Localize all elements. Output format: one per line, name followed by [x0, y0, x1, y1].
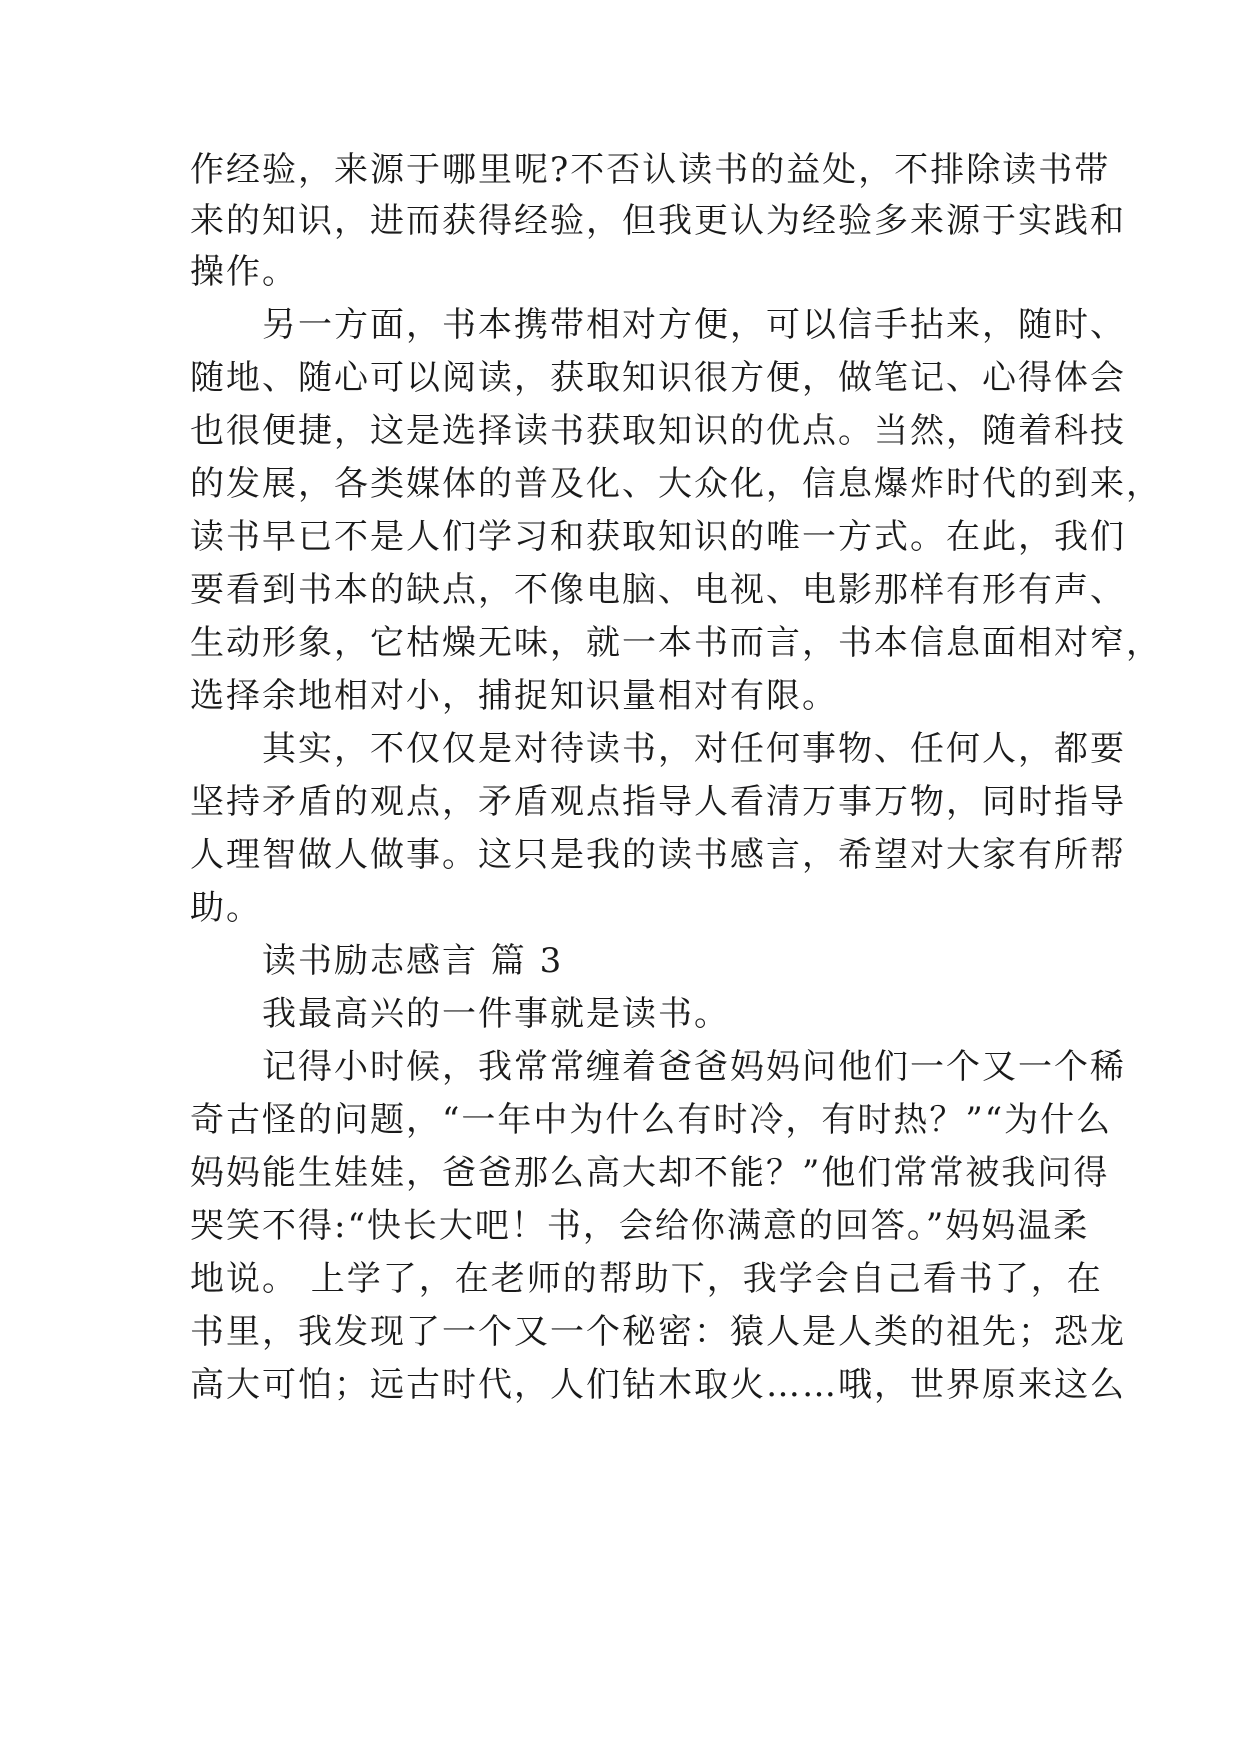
- text-line: 哭笑不得:“快长大吧！书，会给你满意的回答。”妈妈温柔: [190, 1206, 1090, 1246]
- text-line: 作经验，来源于哪里呢?不否认读书的益处，不排除读书带: [190, 150, 1111, 190]
- text-line: 要看到书本的缺点，不像电脑、电视、电影那样有形有声、: [190, 570, 1126, 610]
- text-line: 助。: [190, 888, 262, 928]
- text-line: 操作。: [190, 252, 298, 292]
- text-line: 高大可怕；远古时代，人们钻木取火……哦，世界原来这么: [190, 1365, 1126, 1405]
- text-line: 也很便捷，这是选择读书获取知识的优点。当然，随着科技: [190, 411, 1126, 451]
- text-line: 选择余地相对小，捕捉知识量相对有限。: [190, 676, 838, 716]
- text-line: 人理智做人做事。这只是我的读书感言，希望对大家有所帮: [190, 835, 1126, 875]
- paragraph-first-line: 另一方面，书本携带相对方便，可以信手拈来，随时、: [190, 305, 1126, 345]
- text-line: 随地、随心可以阅读，获取知识很方便，做笔记、心得体会: [190, 358, 1126, 398]
- text-line: 书里，我发现了一个又一个秘密：猿人是人类的祖先；恐龙: [190, 1312, 1126, 1352]
- paragraph-first-line: 其实，不仅仅是对待读书，对任何事物、任何人，都要: [190, 729, 1126, 769]
- text-line: 奇古怪的问题，“一年中为什么有时冷，有时热？”“为什么: [190, 1100, 1113, 1140]
- text-line: 来的知识，进而获得经验，但我更认为经验多来源于实践和: [190, 201, 1126, 241]
- text-line: 妈妈能生娃娃，爸爸那么高大却不能？”他们常常被我问得: [190, 1153, 1110, 1193]
- text-line: 坚持矛盾的观点，矛盾观点指导人看清万事万物，同时指导: [190, 782, 1126, 822]
- section-heading: 读书励志感言 篇 3: [190, 941, 564, 981]
- paragraph-first-line: 我最高兴的一件事就是读书。: [190, 994, 730, 1034]
- text-line: 读书早已不是人们学习和获取知识的唯一方式。在此，我们: [190, 517, 1126, 557]
- text-line: 生动形象，它枯燥无味，就一本书而言，书本信息面相对窄，: [190, 623, 1162, 663]
- text-line: 的发展，各类媒体的普及化、大众化，信息爆炸时代的到来，: [190, 464, 1162, 504]
- text-line: 地说。 上学了，在老师的帮助下，我学会自己看书了，在: [190, 1259, 1103, 1299]
- paragraph-first-line: 记得小时候，我常常缠着爸爸妈妈问他们一个又一个稀: [190, 1047, 1126, 1087]
